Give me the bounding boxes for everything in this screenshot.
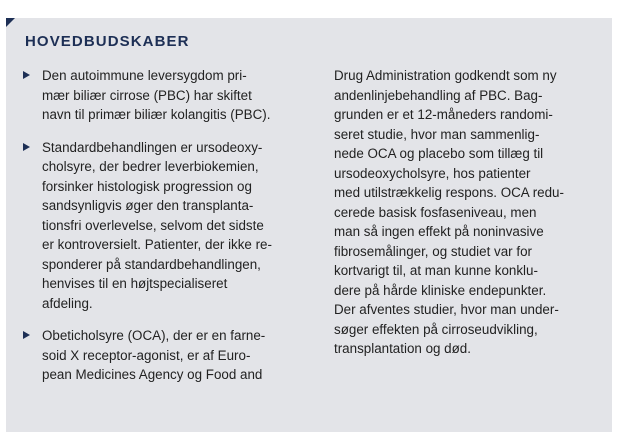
text-line: forsinker histologisk progression og <box>42 178 252 194</box>
left-column <box>22 66 312 398</box>
text-line: tionsfri overlevelse, selvom det sidste <box>42 217 264 233</box>
text-line: soid X receptor-agonist, er af Euro- <box>42 347 251 363</box>
text-line: søger effekten på cirroseudvikling, <box>334 321 538 337</box>
text-line: kortvarigt til, at man kunne konklu- <box>334 263 538 278</box>
text-line: mær biliær cirrose (PBC) har skiftet <box>42 87 252 103</box>
text-line: grunden er et 12-måneders randomi- <box>334 107 553 122</box>
bullet-item <box>22 138 312 314</box>
right-column <box>334 66 604 359</box>
triangle-bullet-icon <box>23 71 30 79</box>
text-line: navn til primær biliær kolangitis (PBC). <box>42 107 271 122</box>
text-line: afdeling. <box>42 295 93 311</box>
text-line: ursodeoxycholsyre, hos patienter <box>334 165 531 181</box>
text-line: fibrosemålinger, og studiet var for <box>334 243 532 259</box>
text-line: Obeticholsyre (OCA), der er en farne- <box>42 328 266 343</box>
text-line: cholsyre, der bedrer leverbiokemien, <box>42 159 259 174</box>
text-line: er kontroversielt. Patienter, der ikke re- <box>42 237 272 252</box>
text-line: Der afventes studier, hvor man under- <box>334 302 559 317</box>
text-line: Den autoimmune leversygdom pri- <box>42 68 247 83</box>
corner-accent <box>6 18 15 27</box>
text-line: med utilstrækkelig respons. OCA redu- <box>334 185 564 200</box>
text-line: seret studie, hvor man sammenlig- <box>334 126 540 142</box>
text-line: henvises til en højtspecialiseret <box>42 276 228 291</box>
bullet-item <box>22 326 312 385</box>
bullet-item <box>22 66 312 125</box>
text-line: Standardbehandlingen er ursodeoxy- <box>42 139 263 155</box>
text-line: pean Medicines Agency og Food and <box>42 367 263 382</box>
text-line: sponderer på standardbehandlingen, <box>42 256 261 272</box>
key-messages-box <box>6 18 612 432</box>
text-line: dere på hårde kliniske endepunkter. <box>334 282 547 298</box>
text-line: man så ingen effekt på noninvasive <box>334 224 544 239</box>
text-line: sandsynligvis øger den transplanta- <box>42 198 254 213</box>
triangle-bullet-icon <box>23 331 30 339</box>
text-line: andenlinjebehandling af PBC. Bag- <box>334 87 543 103</box>
text-line: nede OCA og placebo som tillæg til <box>334 146 544 161</box>
text-line: transplantation og død. <box>334 341 471 356</box>
triangle-bullet-icon <box>23 143 30 151</box>
box-heading: HOVEDBUDSKABER <box>25 33 190 50</box>
text-line: Drug Administration godkendt som ny <box>334 68 557 83</box>
text-line: cerede basisk fosfaseniveau, men <box>334 204 537 220</box>
